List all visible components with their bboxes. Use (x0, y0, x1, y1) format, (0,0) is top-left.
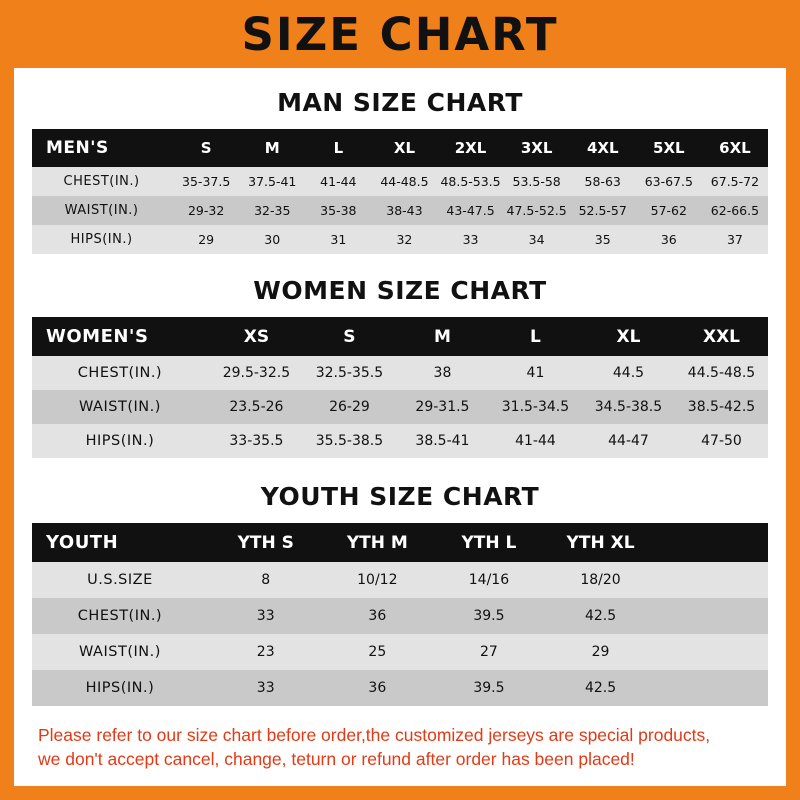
women-cell-0-5: 44.5-48.5 (687, 365, 756, 381)
table-row (32, 634, 768, 670)
women-cell-1-4: 34.5-38.5 (594, 399, 663, 415)
youth-row-1-label: CHEST(IN.) (77, 608, 163, 624)
youth-cell-3-4 (656, 670, 768, 706)
man-row-0-label: CHEST(IN.) (63, 174, 140, 189)
content (14, 88, 786, 771)
order-notice-line-2: we don't accept cancel, change, teturn or refund after order has been placed! (38, 748, 635, 769)
women-cell-2-0: 33-35.5 (229, 433, 284, 449)
women-col-3: L (530, 326, 541, 347)
man-cell-0-3: 44-48.5 (380, 174, 429, 189)
man-col-8: 6XL (719, 139, 751, 157)
women-col-0: XS (243, 326, 270, 347)
women-cell-2-1: 35.5-38.5 (315, 433, 384, 449)
women-col-5: XXL (702, 326, 741, 347)
youth-row-label-header: YOUTH (46, 532, 119, 553)
youth-cell-3-2: 39.5 (473, 680, 505, 696)
man-row-2-label: HIPS(IN.) (70, 232, 133, 247)
youth-cell-3-1: 36 (368, 680, 387, 696)
man-table-body (32, 167, 768, 254)
youth-cell-2-1: 25 (368, 644, 387, 660)
table-row (32, 356, 768, 390)
youth-cell-2-4 (656, 634, 768, 670)
table-row (32, 598, 768, 634)
women-cell-1-2: 29-31.5 (415, 399, 470, 415)
man-size-table (32, 129, 768, 254)
order-notice-line-1: Please refer to our size chart before order,the customized jerseys are special products, (38, 725, 711, 745)
man-cell-2-1: 30 (264, 232, 281, 247)
women-row-1-label: WAIST(IN.) (79, 399, 161, 415)
youth-col-1: YTH M (346, 532, 408, 553)
youth-cell-1-2: 39.5 (473, 608, 505, 624)
man-cell-2-0: 29 (198, 232, 215, 247)
women-size-table (32, 317, 768, 458)
table-row (32, 167, 768, 196)
man-cell-0-5: 53.5-58 (512, 174, 561, 189)
man-row-label-header: MEN'S (46, 138, 109, 158)
youth-col-2: YTH L (461, 532, 517, 553)
youth-cell-3-0: 33 (256, 680, 275, 696)
women-table-header (32, 317, 768, 356)
man-cell-1-7: 57-62 (650, 203, 687, 218)
man-cell-2-2: 31 (330, 232, 347, 247)
man-col-0: S (200, 139, 212, 157)
women-row-0-label: CHEST(IN.) (77, 365, 163, 381)
women-cell-0-3: 41 (526, 365, 545, 381)
women-cell-2-2: 38.5-41 (415, 433, 470, 449)
youth-cell-2-3: 29 (591, 644, 610, 660)
women-cell-0-1: 32.5-35.5 (315, 365, 384, 381)
man-col-1: M (264, 139, 280, 157)
man-cell-2-3: 32 (396, 232, 413, 247)
youth-row-3-label: HIPS(IN.) (85, 680, 155, 696)
man-cell-2-8: 37 (726, 232, 743, 247)
youth-size-table (32, 523, 768, 706)
man-cell-2-6: 35 (594, 232, 611, 247)
women-cell-1-5: 38.5-42.5 (687, 399, 756, 415)
man-table-header (32, 129, 768, 167)
header-band (14, 0, 786, 68)
youth-cell-0-3: 18/20 (580, 572, 621, 588)
order-notice (38, 724, 762, 771)
man-cell-0-2: 41-44 (320, 174, 357, 189)
youth-cell-0-4 (656, 562, 768, 598)
women-cell-1-0: 23.5-26 (229, 399, 284, 415)
youth-col-0: YTH S (237, 532, 294, 553)
youth-cell-0-1: 10/12 (357, 572, 398, 588)
youth-cell-0-2: 14/16 (468, 572, 510, 588)
man-cell-1-1: 32-35 (254, 203, 291, 218)
women-table-body (32, 356, 768, 458)
man-cell-0-6: 58-63 (584, 174, 621, 189)
man-cell-0-1: 37.5-41 (248, 174, 297, 189)
man-cell-1-0: 29-32 (187, 203, 225, 218)
women-cell-2-3: 41-44 (515, 433, 556, 449)
table-row (32, 670, 768, 706)
man-cell-1-3: 38-43 (386, 203, 423, 218)
man-cell-0-4: 48.5-53.5 (440, 174, 501, 189)
youth-section-title: YOUTH SIZE CHART (260, 482, 540, 511)
youth-col-3: YTH XL (566, 532, 635, 553)
man-cell-1-2: 35-38 (320, 203, 357, 218)
man-cell-2-7: 36 (660, 232, 677, 247)
youth-row-2-label: WAIST(IN.) (79, 644, 161, 660)
man-cell-0-0: 35-37.5 (182, 174, 231, 189)
youth-cell-1-0: 33 (256, 608, 275, 624)
women-cell-1-1: 26-29 (329, 399, 370, 415)
page-title: SIZE CHART (241, 7, 559, 61)
table-header-row (32, 523, 768, 562)
youth-cell-2-2: 27 (480, 644, 498, 660)
youth-col-4 (656, 523, 768, 562)
youth-cell-2-0: 23 (256, 644, 275, 660)
women-cell-2-4: 44-47 (608, 433, 649, 449)
youth-cell-0-0: 8 (261, 572, 271, 588)
man-cell-0-8: 67.5-72 (710, 174, 760, 189)
women-cell-1-3: 31.5-34.5 (501, 399, 570, 415)
women-col-2: M (433, 326, 451, 347)
man-col-7: 5XL (653, 139, 685, 157)
table-row (32, 196, 768, 225)
man-col-6: 4XL (586, 139, 619, 157)
table-header-row (32, 317, 768, 356)
table-row (32, 562, 768, 598)
man-cell-1-5: 47.5-52.5 (506, 203, 567, 218)
man-cell-1-8: 62-66.5 (710, 203, 760, 218)
women-cell-0-4: 44.5 (612, 365, 645, 381)
women-col-1: S (343, 326, 356, 347)
man-cell-0-7: 63-67.5 (644, 174, 693, 189)
man-row-1-label: WAIST(IN.) (64, 203, 139, 218)
man-cell-2-5: 34 (528, 232, 545, 247)
man-section-title: MAN SIZE CHART (277, 88, 523, 117)
table-row (32, 225, 768, 254)
youth-table-header (32, 523, 768, 562)
youth-table-body (32, 562, 768, 706)
youth-cell-3-3: 42.5 (584, 680, 617, 696)
youth-row-0-label: U.S.SIZE (87, 572, 153, 588)
man-col-3: XL (393, 139, 415, 157)
women-row-label-header: WOMEN'S (46, 326, 149, 347)
women-cell-0-2: 38 (433, 365, 452, 381)
women-col-4: XL (616, 326, 641, 347)
women-section-title: WOMEN SIZE CHART (253, 276, 547, 305)
man-cell-2-4: 33 (462, 232, 479, 247)
women-cell-0-0: 29.5-32.5 (222, 365, 291, 381)
youth-cell-1-1: 36 (368, 608, 387, 624)
table-row (32, 424, 768, 458)
women-row-2-label: HIPS(IN.) (85, 433, 155, 449)
man-cell-1-4: 43-47.5 (446, 203, 495, 218)
man-col-5: 3XL (520, 139, 553, 157)
table-row (32, 390, 768, 424)
man-col-4: 2XL (454, 139, 487, 157)
youth-cell-1-4 (656, 598, 768, 634)
man-col-2: L (333, 139, 344, 157)
women-cell-2-5: 47-50 (701, 433, 742, 449)
youth-cell-1-3: 42.5 (584, 608, 617, 624)
footer-band (0, 786, 800, 800)
man-cell-1-6: 52.5-57 (578, 203, 627, 218)
table-header-row (32, 129, 768, 167)
